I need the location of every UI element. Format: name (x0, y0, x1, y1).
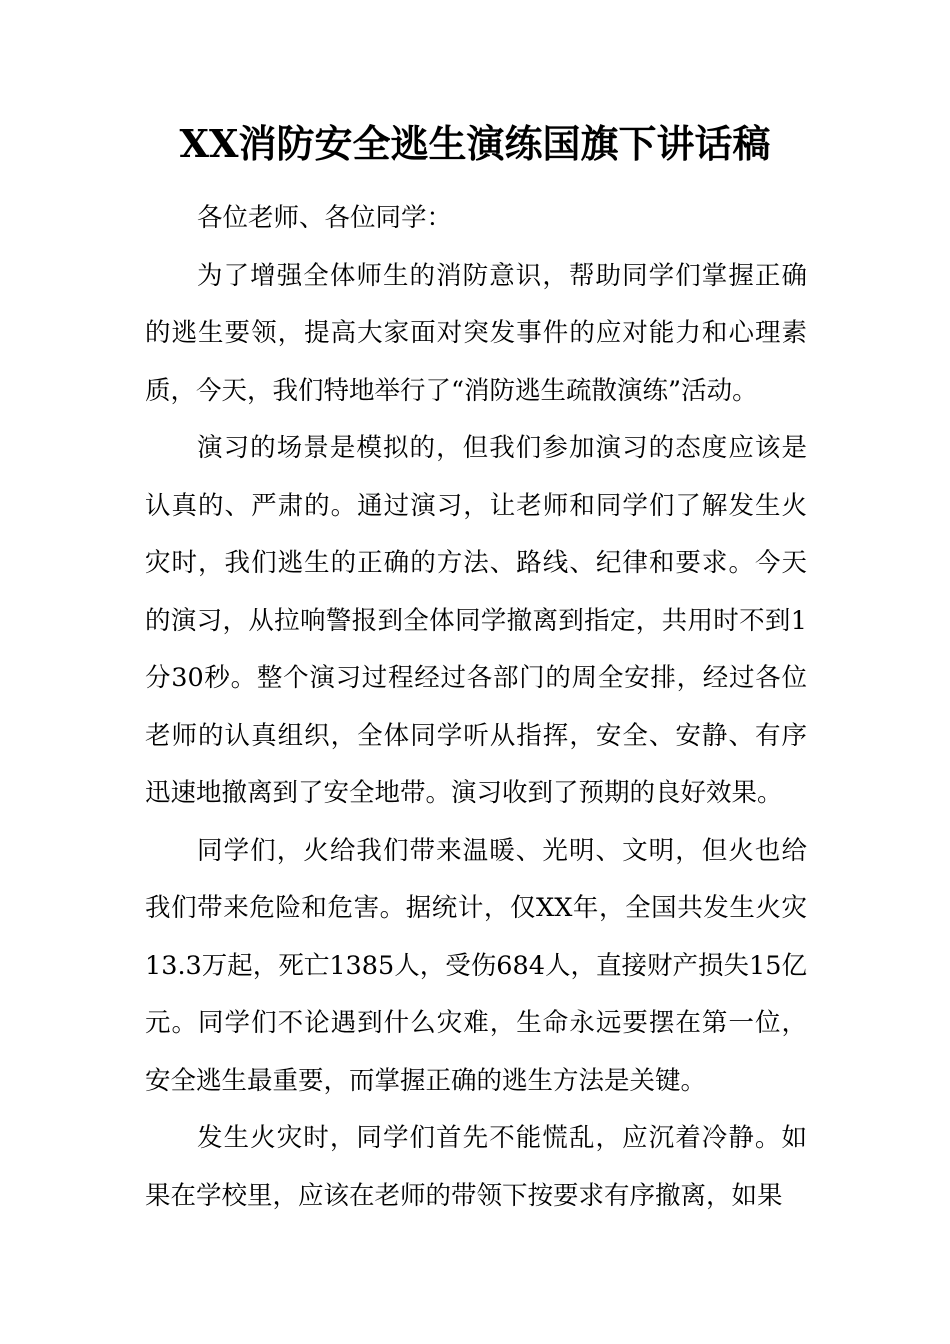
paragraph-purpose: 为了增强全体师生的消防意识，帮助同学们掌握正确的逃生要领，提高大家面对突发事件的应对能力和心理素质，今天，我们特地举行了“消防逃生疏散演练”活动。 (145, 260, 807, 406)
paragraph-greeting: 各位老师、各位同学： (197, 203, 453, 233)
paragraph-escape-advice: 发生火灾时，同学们首先不能慌乱，应沉着冷静。如果在学校里，应该在老师的带领下按要求有序撤离，如果 (145, 1123, 807, 1211)
paragraph-drill-summary: 演习的场景是模拟的，但我们参加演习的态度应该是认真的、严肃的。通过演习，让老师和同学们了解发生火灾时，我们逃生的正确的方法、路线、纪律和要求。今天的演习，从拉响警报到全体同学撤离到指定，共用时不到1分30秒。整个演习过程经过各部门的周全安排，经过各位老师的认真组织，全体同学听从指挥，安全、安静、有序迅速地撤离到了安全地带。演习收到了预期的良好效果。 (145, 433, 807, 808)
document-title: XX消防安全逃生演练国旗下讲话稿 (179, 121, 771, 166)
paragraph-fire-statistics: 同学们，火给我们带来温暖、光明、文明，但火也给我们带来危险和危害。据统计，仅XX年，全国共发生火灾13.3万起，死亡1385人，受伤684人，直接财产损失15亿元。同学们不论遇到什么灾难，生命永远要摆在第一位，安全逃生最重要，而掌握正确的逃生方法是关键。 (145, 835, 807, 1096)
document-body (145, 190, 807, 1225)
